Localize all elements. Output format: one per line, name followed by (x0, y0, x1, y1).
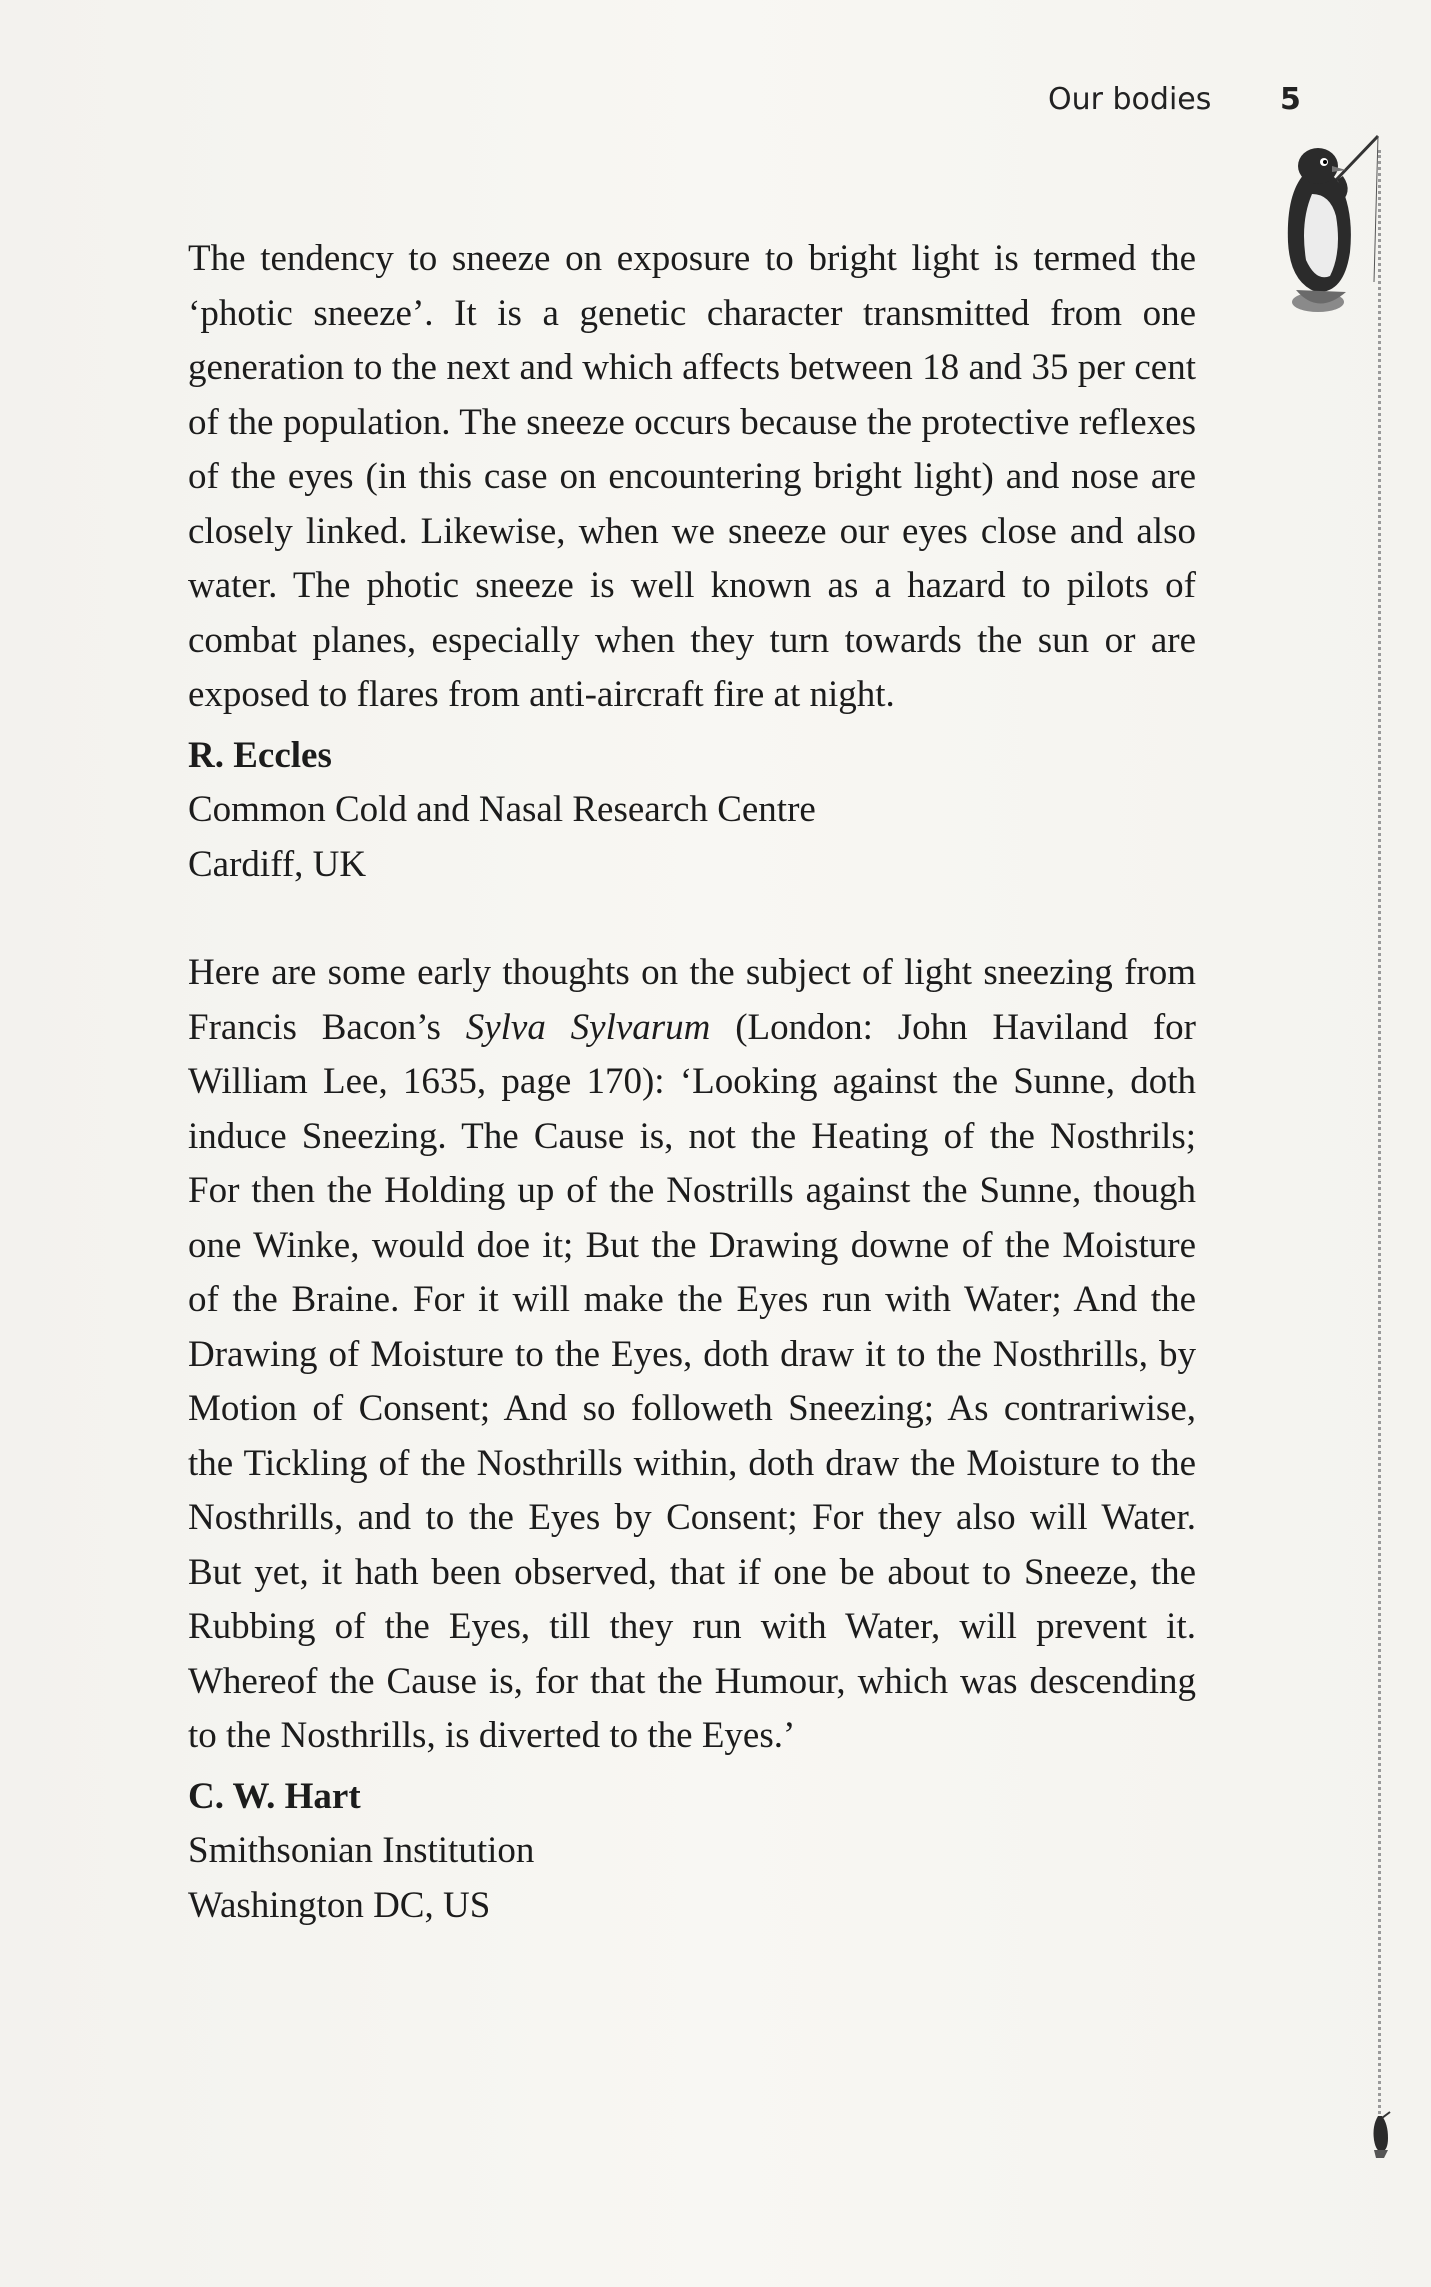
signature-block-eccles (188, 729, 1196, 893)
running-header-title: Our bodies (1048, 82, 1212, 117)
author-affiliation: Common Cold and Nasal Research Centre (188, 789, 816, 830)
bacon-quote-paragraph (188, 946, 1196, 1764)
page-number: 5 (1280, 82, 1301, 117)
author-name: R. Eccles (188, 734, 332, 776)
page-edge-divider (1378, 150, 1381, 2150)
author-name: C. W. Hart (188, 1775, 361, 1817)
author-affiliation: Smithsonian Institution (188, 1830, 535, 1871)
author-location: Washington DC, US (188, 1884, 491, 1926)
page-body (188, 232, 1196, 1933)
signature-block-hart (188, 1770, 1196, 1934)
bacon-intro: Here are some early thoughts on the subject of light sneezing from Francis Bacon’s (188, 952, 1196, 1048)
photic-sneeze-paragraph: The tendency to sneeze on exposure to bright light is termed the ‘photic sneeze’. It is a genetic character transmitted from one generation to the next and which affects between 18 and 35 per cent of the population. The sneeze occurs because the protective reflexes of the eyes (in this case on encountering bright light) and nose are closely linked. Likewise, when we sneeze our eyes close and also water. The photic sneeze is well known as a hazard to pilots of combat planes, especially when they turn towards the sun or are exposed to flares from anti-aircraft fire at night. (188, 238, 1196, 715)
author-location: Cardiff, UK (188, 843, 367, 885)
book-title: Sylva Sylvarum (465, 1006, 711, 1048)
bacon-quote: (London: John Haviland for William Lee, 1635, page 170): ‘Looking against the Sunne, doth induce Sneezing. The Cause is, not the Heating of the Nosthrils; For then the Holding up of the Nostrills against the Sunne, though one Winke, would doe it; But the Drawing downe of the Moisture of the Braine. For it will make the Eyes run with Water; And the Drawing of Moisture to the Eyes, doth draw it to the Nosthrills, by Motion of Consent; And so followeth Sneezing; As contrariwise, the Tickling of the Nosthrills within, doth draw the Moisture to the Nosthrills, and to the Eyes by Consent; For they also will Water. But yet, it hath been observed, that if one be about to Sneeze, the Rubbing of the Eyes, till they run with Water, will prevent it. Whereof the Cause is, for that the Humour, which was descending to the Nosthrills, is diverted to the Eyes.’ (188, 1006, 1196, 1756)
penguin-icon (1266, 132, 1386, 322)
penguin-small-icon (1366, 2110, 1396, 2160)
